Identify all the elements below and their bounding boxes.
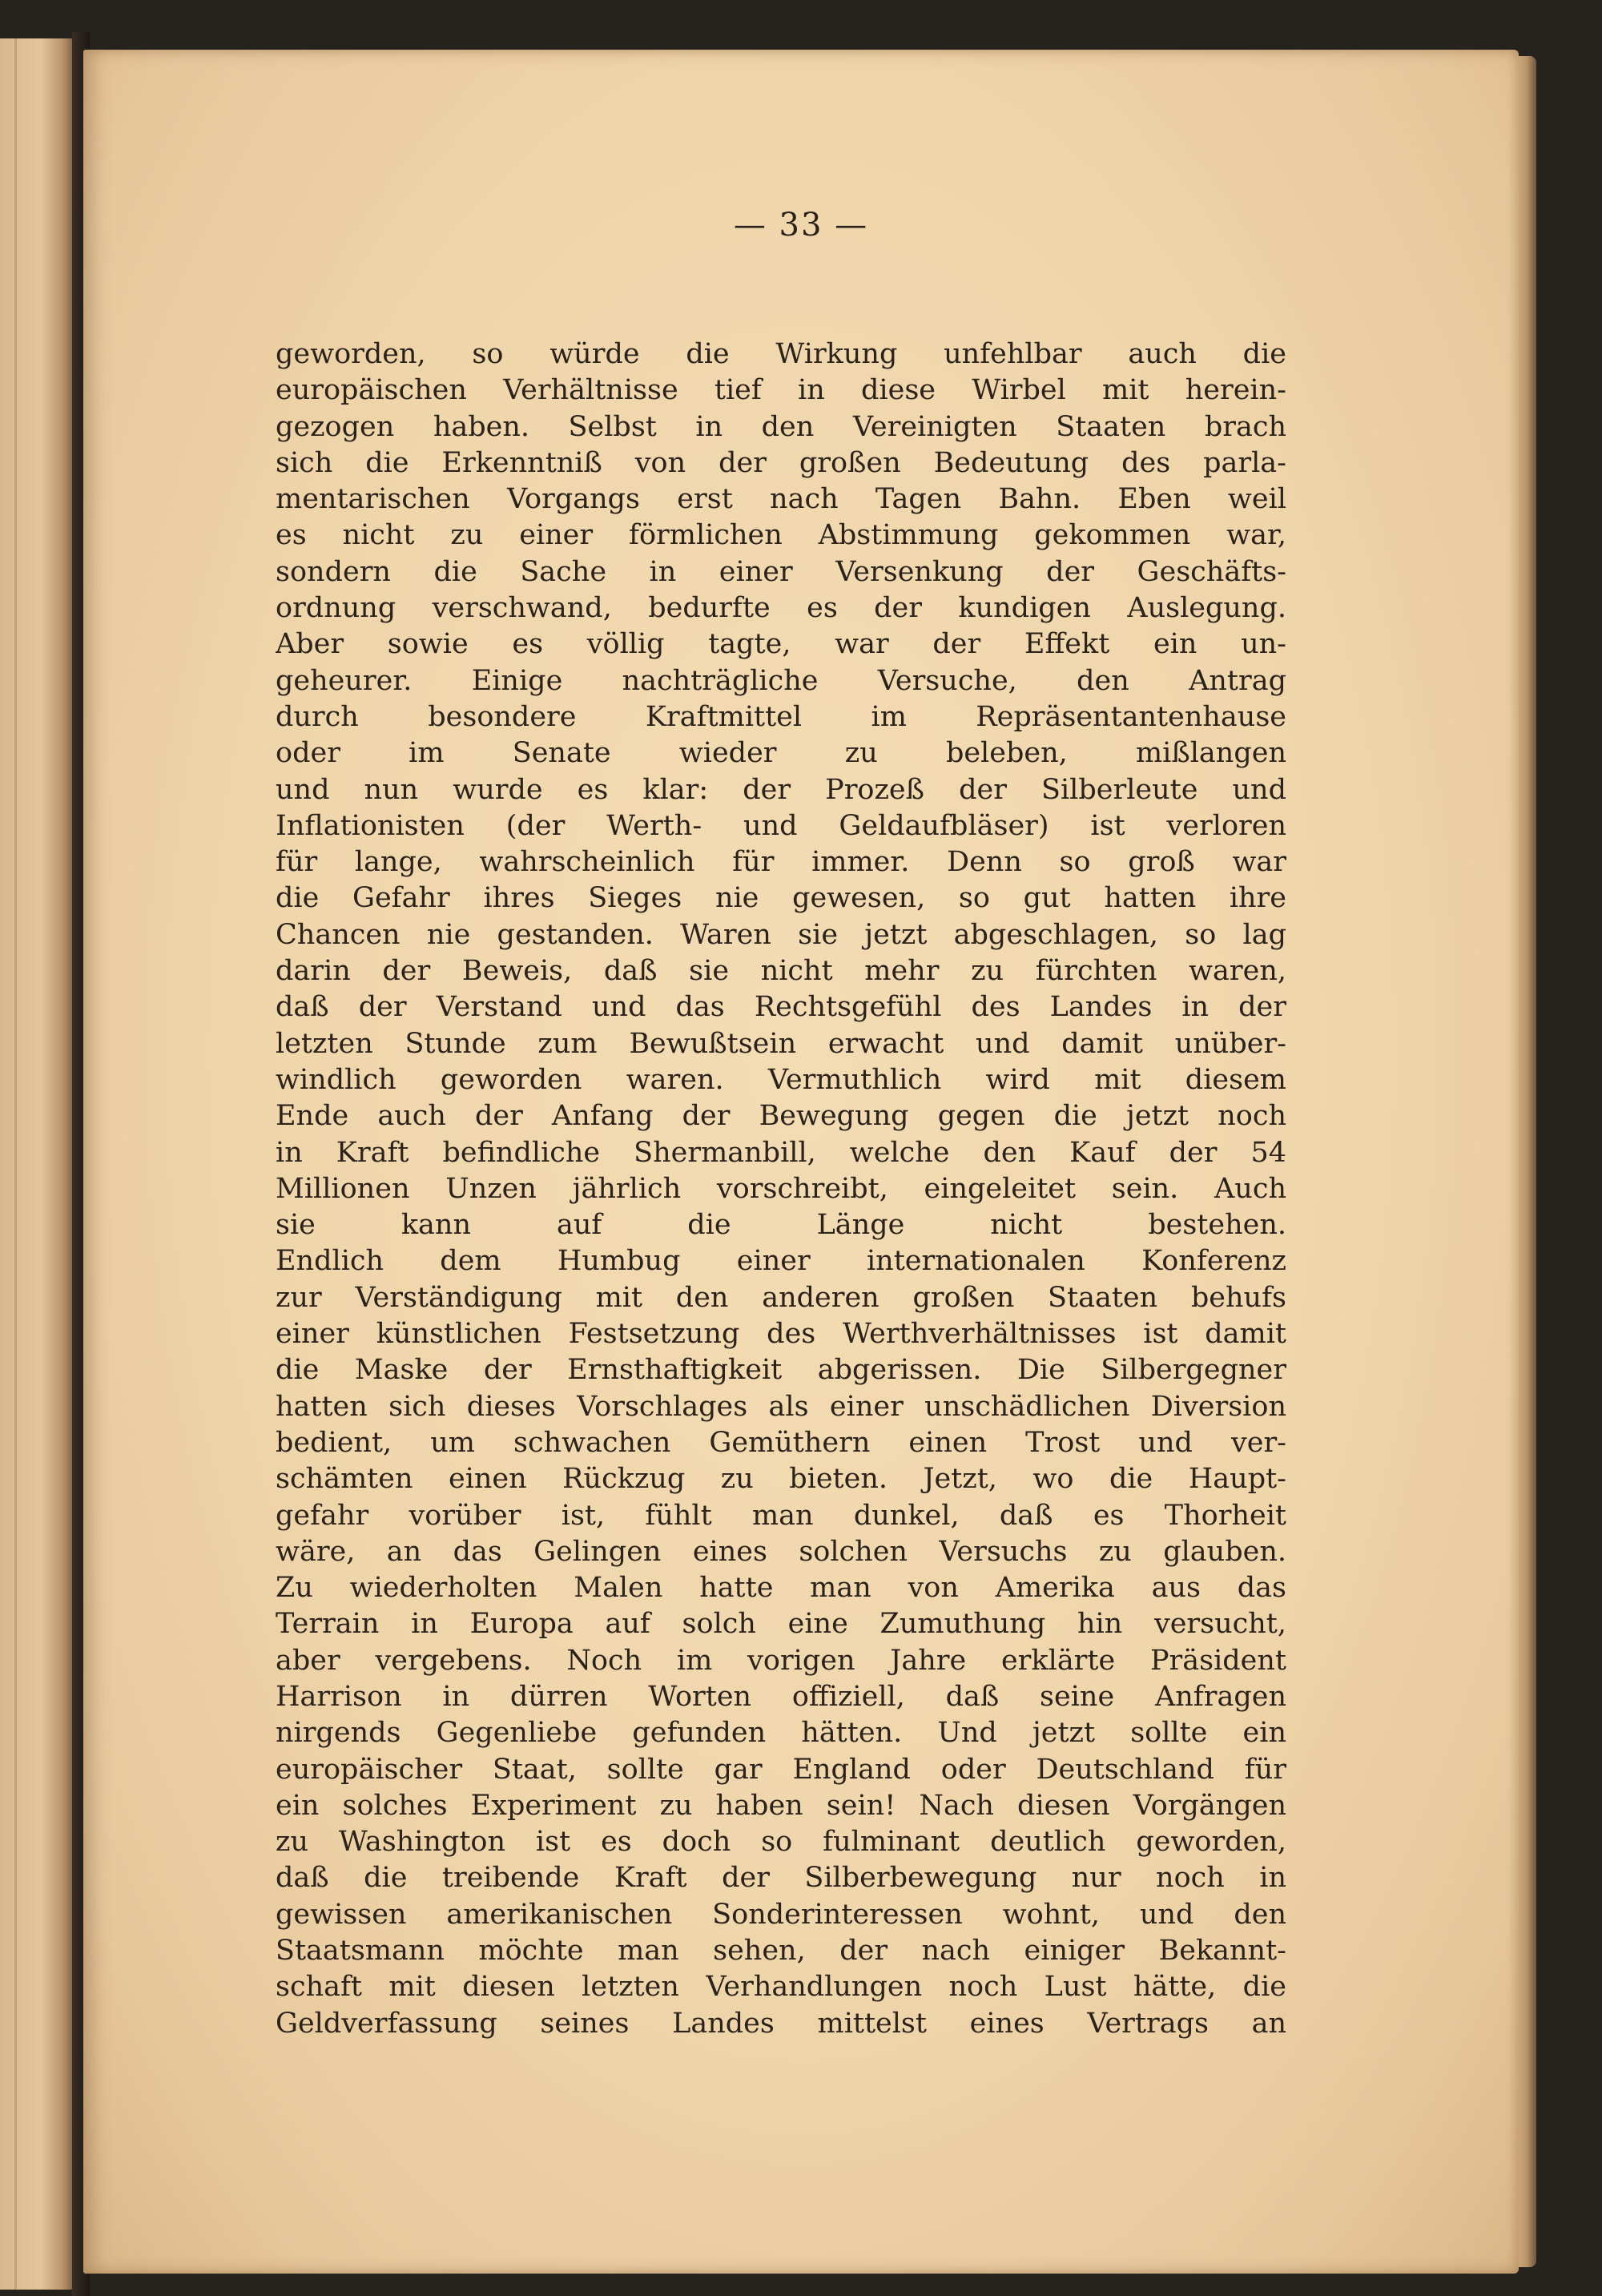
text-line: wäre, an das Gelingen eines solchen Versuchs zu glauben.	[276, 1535, 1286, 1568]
text-line: die Gefahr ihres Sieges nie gewesen, so gut hatten ihre	[276, 882, 1286, 915]
text-line: ein solches Experiment zu haben sein! Nach diesen Vorgängen	[276, 1789, 1286, 1822]
text-line: ordnung verschwand, bedurfte es der kundigen Auslegung.	[276, 592, 1286, 625]
text-line: einer künstlichen Festsetzung des Werthverhältnisses ist damit	[276, 1318, 1286, 1351]
text-line: bedient, um schwachen Gemüthern einen Trost und ver-	[276, 1426, 1286, 1459]
text-line: durch besondere Kraftmittel im Repräsentantenhause	[276, 700, 1286, 733]
text-line: sondern die Sache in einer Versenkung der Geschäfts-	[276, 555, 1286, 588]
text-line: geworden, so würde die Wirkung unfehlbar auch die	[276, 338, 1286, 370]
text-line: Endlich dem Humbug einer internationalen Konferenz	[276, 1245, 1286, 1278]
text-line: geheurer. Einige nachträgliche Versuche, den Antrag	[276, 664, 1286, 697]
text-line: Millionen Unzen jährlich vorschreibt, eingeleitet sein. Auch	[276, 1172, 1286, 1205]
text-line: windlich geworden waren. Vermuthlich wird mit diesem	[276, 1063, 1286, 1096]
text-line: gefahr vorüber ist, fühlt man dunkel, daß es Thorheit	[276, 1499, 1286, 1532]
text-line: die Maske der Ernsthaftigkeit abgerissen. Die Silbergegner	[276, 1354, 1286, 1387]
text-line: europäischen Verhältnisse tief in diese Wirbel mit herein-	[276, 374, 1286, 407]
text-line: Chancen nie gestanden. Waren sie jetzt abgeschlagen, so lag	[276, 918, 1286, 951]
text-line: daß die treibende Kraft der Silberbewegung nur noch in	[276, 1862, 1286, 1895]
text-line: und nun wurde es klar: der Prozeß der Silberleute und	[276, 773, 1286, 806]
text-line: letzten Stunde zum Bewußtsein erwacht und damit unüber-	[276, 1027, 1286, 1060]
text-line: Ende auch der Anfang der Bewegung gegen die jetzt noch	[276, 1100, 1286, 1133]
text-line: Aber sowie es völlig tagte, war der Effekt ein un-	[276, 628, 1286, 661]
text-line: sich die Erkenntniß von der großen Bedeutung des parla-	[276, 446, 1286, 479]
text-line: zur Verständigung mit den anderen großen Staaten behufs	[276, 1281, 1286, 1314]
text-line: zu Washington ist es doch so fulminant deutlich geworden,	[276, 1826, 1286, 1859]
left-page-fold	[14, 38, 17, 2290]
book-page	[83, 50, 1519, 2274]
text-line: darin der Beweis, daß sie nicht mehr zu fürchten waren,	[276, 955, 1286, 988]
text-line: gewissen amerikanischen Sonderinteressen wohnt, und den	[276, 1898, 1286, 1931]
text-line: oder im Senate wieder zu beleben, mißlangen	[276, 737, 1286, 770]
text-line: daß der Verstand und das Rechtsgefühl des Landes in der	[276, 991, 1286, 1024]
text-line: Staatsmann möchte man sehen, der nach einiger Bekannt-	[276, 1935, 1286, 1968]
text-line: mentarischen Vorgangs erst nach Tagen Bahn. Eben weil	[276, 483, 1286, 516]
text-line: nirgends Gegenliebe gefunden hätten. Und jetzt sollte ein	[276, 1717, 1286, 1750]
text-line: Harrison in dürren Worten offiziell, daß seine Anfragen	[276, 1680, 1286, 1713]
text-line: schämten einen Rückzug zu bieten. Jetzt, wo die Haupt-	[276, 1463, 1286, 1496]
text-line: in Kraft befindliche Shermanbill, welche den Kauf der 54	[276, 1136, 1286, 1169]
text-line: gezogen haben. Selbst in den Vereinigten Staaten brach	[276, 410, 1286, 443]
page-text	[276, 336, 1286, 2040]
text-line: schaft mit diesen letzten Verhandlungen noch Lust hätte, die	[276, 1971, 1286, 2004]
text-line: Zu wiederholten Malen hatte man von Amerika aus das	[276, 1572, 1286, 1605]
left-page-edge	[0, 38, 74, 2290]
text-line: sie kann auf die Länge nicht bestehen.	[276, 1209, 1286, 1242]
text-line: hatten sich dieses Vorschlages als einer unschädlichen Diversion	[276, 1390, 1286, 1423]
text-line: für lange, wahrscheinlich für immer. Denn so groß war	[276, 846, 1286, 879]
text-line: Terrain in Europa auf solch eine Zumuthung hin versucht,	[276, 1608, 1286, 1641]
text-line: Geldverfassung seines Landes mittelst eines Vertrags an	[276, 2007, 1286, 2040]
text-line: aber vergebens. Noch im vorigen Jahre erklärte Präsident	[276, 1644, 1286, 1677]
text-line: Inflationisten (der Werth- und Geldaufbläser) ist verloren	[276, 809, 1286, 842]
page-number: — 33 —	[733, 207, 869, 244]
text-line: europäischer Staat, sollte gar England oder Deutschland für	[276, 1753, 1286, 1786]
text-line: es nicht zu einer förmlichen Abstimmung gekommen war,	[276, 519, 1286, 552]
